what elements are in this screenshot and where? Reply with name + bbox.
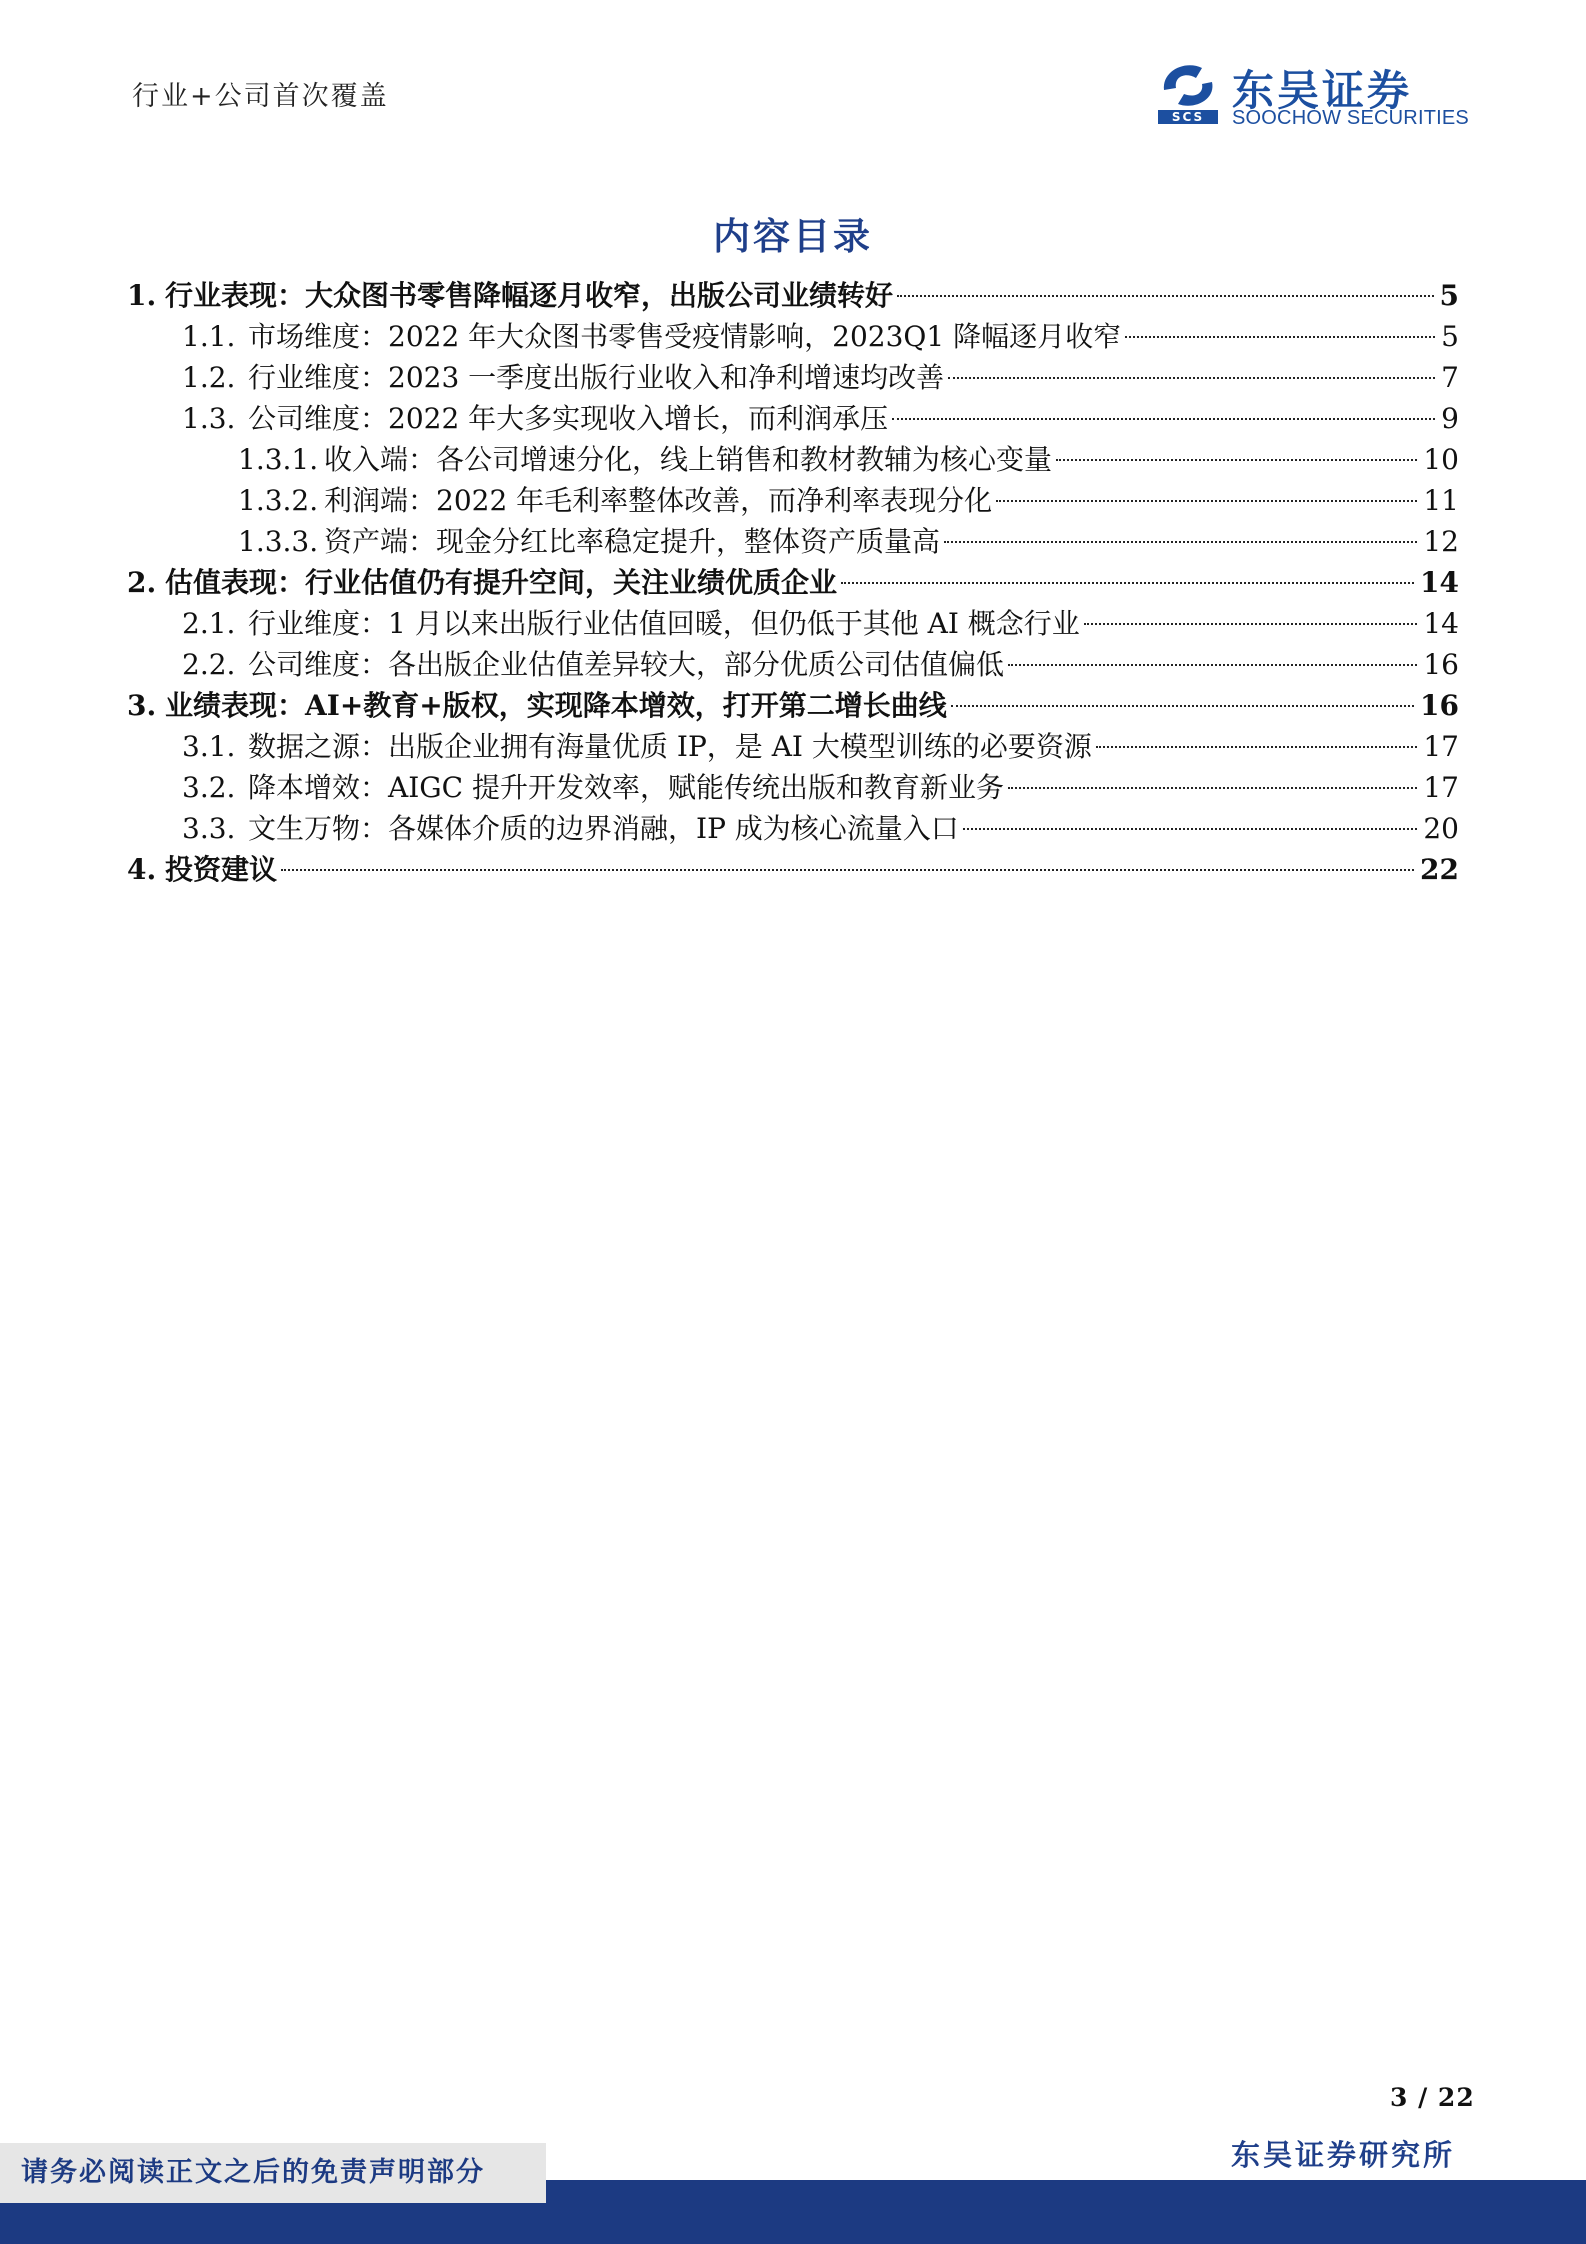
toc-entry-text: 行业维度：2023 一季度出版行业收入和净利增速均改善 [248,361,945,394]
toc-entry[interactable] [127,276,1459,316]
toc-entry-number: 1.3.3. [238,525,319,558]
logo-mark-text: SCS [1171,110,1205,124]
scs-logo-icon [1156,60,1220,126]
toc-entry-page: 16 [1420,689,1459,722]
toc-entry[interactable] [182,809,1459,849]
toc-entry-page: 10 [1423,443,1459,476]
toc-leader-dots [1008,787,1417,789]
toc-entry[interactable] [238,522,1459,562]
toc-entry-number: 1.3. [182,402,236,435]
toc-entry-text: 行业表现：大众图书零售降幅逐月收窄，出版公司业绩转好 [165,279,894,312]
toc-entry-page: 17 [1423,730,1459,763]
toc-entry-number: 2.1. [182,607,236,640]
toc-entry-text: 投资建议 [165,853,278,886]
toc-title: 内容目录 [713,214,873,258]
toc-leader-dots [963,828,1418,830]
toc-entry-text: 行业维度：1 月以来出版行业估值回暖，但仍低于其他 AI 概念行业 [248,607,1080,640]
toc-entry[interactable] [182,399,1459,439]
toc-leader-dots [1096,746,1417,748]
toc-entry-page: 11 [1423,484,1459,517]
toc-entry-number: 1.2. [182,361,236,394]
toc-entry-number: 2. [127,566,157,599]
toc-entry-text: 数据之源：出版企业拥有海量优质 IP，是 AI 大模型训练的必要资源 [248,730,1092,763]
toc-entry[interactable] [182,645,1459,685]
toc-entry-number: 3.1. [182,730,236,763]
toc-entry-page: 20 [1423,812,1459,845]
toc-entry-text: 文生万物：各媒体介质的边界消融，IP 成为核心流量入口 [248,812,959,845]
toc-leader-dots [841,582,1414,584]
toc-entry-number: 3.2. [182,771,236,804]
toc-entry-number: 2.2. [182,648,236,681]
toc-entry[interactable] [182,604,1459,644]
toc-leader-dots [892,418,1435,420]
report-type-tag: 行业+公司首次覆盖 [132,81,389,112]
toc-leader-dots [1008,664,1417,666]
logo-english-name: SOOCHOW SECURITIES [1232,107,1469,129]
toc-entry-page: 5 [1439,279,1459,312]
toc-entry-text: 收入端：各公司增速分化，线上销售和教材教辅为核心变量 [324,443,1053,476]
toc-entry-text: 公司维度：2022 年大多实现收入增长，而利润承压 [248,402,889,435]
toc-entry-page: 22 [1420,853,1459,886]
toc-entry-text: 估值表现：行业估值仍有提升空间，关注业绩优质企业 [165,566,838,599]
disclaimer-notice: 请务必阅读正文之后的免责声明部分 [0,2143,546,2203]
toc-leader-dots [1084,623,1418,625]
toc-entry-number: 3.3. [182,812,236,845]
toc-entry[interactable] [127,850,1459,890]
toc-entry-page: 7 [1441,361,1459,394]
toc-entry-text: 公司维度：各出版企业估值差异较大，部分优质公司估值偏低 [248,648,1005,681]
toc-entry[interactable] [182,768,1459,808]
toc-entry-page: 17 [1423,771,1459,804]
toc-entry-text: 利润端：2022 年毛利率整体改善，而净利率表现分化 [324,484,993,517]
toc-leader-dots [948,377,1435,379]
toc-entry[interactable] [182,727,1459,767]
toc-entry-number: 1.1. [182,320,236,353]
company-logo [1156,58,1471,132]
toc-leader-dots [281,869,1414,871]
research-institute-name: 东吴证券研究所 [1231,2138,1456,2172]
toc-entry-text: 市场维度：2022 年大众图书零售受疫情影响，2023Q1 降幅逐月收窄 [248,320,1122,353]
toc-entry-text: 降本增效：AIGC 提升开发效率，赋能传统出版和教育新业务 [248,771,1004,804]
toc-entry-page: 12 [1423,525,1459,558]
toc-entry[interactable] [238,440,1459,480]
toc-entry-page: 9 [1441,402,1459,435]
toc-entry-number: 1. [127,279,157,312]
toc-entry[interactable] [182,317,1459,357]
toc-leader-dots [944,541,1417,543]
logo-chinese-name: 东吴证券 [1232,66,1413,115]
toc-entry-page: 14 [1423,607,1459,640]
toc-leader-dots [1056,459,1417,461]
toc-entry-text: 资产端：现金分红比率稳定提升，整体资产质量高 [324,525,941,558]
toc-entry[interactable] [127,686,1459,726]
toc-entry-page: 16 [1423,648,1459,681]
toc-entry[interactable] [127,563,1459,603]
toc-leader-dots [897,295,1434,297]
toc-entry-page: 5 [1441,320,1459,353]
page-indicator: 3 / 22 [1390,2083,1475,2112]
toc-entry[interactable] [238,481,1459,521]
toc-leader-dots [1125,336,1435,338]
toc-entry[interactable] [182,358,1459,398]
toc-entry-number: 1.3.2. [238,484,319,517]
toc-entry-number: 1.3.1. [238,443,319,476]
toc-entry-page: 14 [1420,566,1459,599]
toc-leader-dots [996,500,1417,502]
toc-entry-number: 3. [127,689,157,722]
toc-entry-number: 4. [127,853,157,886]
toc-entry-text: 业绩表现：AI+教育+版权，实现降本增效，打开第二增长曲线 [165,689,947,722]
toc-leader-dots [951,705,1414,707]
